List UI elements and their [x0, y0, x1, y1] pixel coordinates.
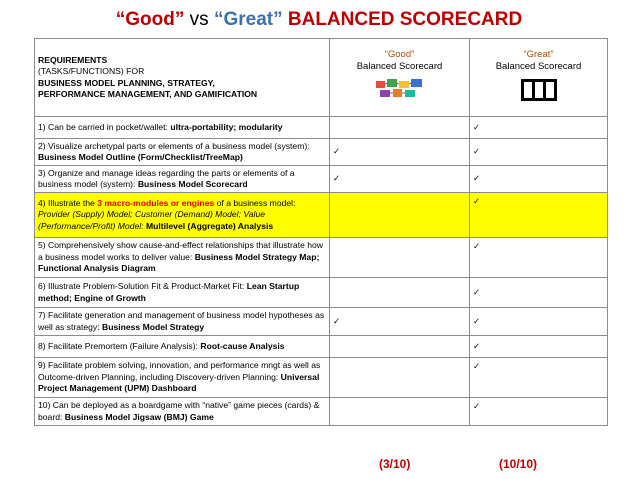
requirement-cell: 8) Facilitate Premortem (Failure Analysis): Root-cause Analysis: [35, 336, 330, 358]
great-header-sub: Balanced Scorecard: [495, 61, 582, 72]
good-check-cell: [330, 398, 470, 426]
good-check-cell: [330, 117, 470, 139]
requirements-header: [35, 39, 330, 117]
great-check-cell: ✓: [470, 139, 608, 166]
good-header-sub: Balanced Scorecard: [356, 61, 443, 72]
great-header-quote: “Great”: [523, 49, 554, 60]
requirement-cell: 7) Facilitate generation and management of business model hypotheses as well as strategy: Business Model Strategy: [35, 308, 330, 336]
requirement-cell: 10) Can be deployed as a boardgame with “native” game pieces (cards) & board: Business Model Jigsaw (BMJ) Game: [35, 398, 330, 426]
scorecard-table: [34, 38, 608, 426]
great-check-cell: ✓: [470, 166, 608, 193]
good-check-cell: [330, 193, 470, 238]
great-score: (10/10): [499, 457, 538, 471]
table-row: [35, 308, 608, 336]
great-check-cell: ✓: [470, 336, 608, 358]
table-row: [35, 358, 608, 398]
page-title: [0, 9, 638, 31]
title-rest: BALANCED SCORECARD: [287, 9, 523, 30]
title-vs: vs: [189, 9, 209, 30]
great-check-cell: ✓: [470, 358, 608, 398]
requirement-cell: 9) Facilitate problem solving, innovation, and performance mngt as well as Outcome-driven Planning, including Discovery-driven Planning: Universal Project Management (UPM) Dashboard: [35, 358, 330, 398]
good-check-cell: [330, 238, 470, 278]
good-check-cell: ✓: [330, 139, 470, 166]
great-check-cell: ✓: [470, 398, 608, 426]
great-check-cell: ✓: [470, 238, 608, 278]
good-score: (3/10): [379, 457, 411, 471]
table-row: [35, 336, 608, 358]
requirement-cell: 6) Illustrate Problem-Solution Fit & Product-Market Fit: Lean Startup method; Engine of Growth: [35, 278, 330, 308]
table-row: [35, 398, 608, 426]
great-column-header: [470, 39, 608, 117]
requirement-cell: 3) Organize and manage ideas regarding the parts or elements of a business model (system): Business Model Scorecard: [35, 166, 330, 193]
three-column-scorecard-icon: [521, 79, 557, 101]
title-great: “Great”: [213, 9, 283, 30]
req-header-line-4: PERFORMANCE MANAGEMENT, AND GAMIFICATION: [38, 89, 258, 99]
req-header-line-3: BUSINESS MODEL PLANNING, STRATEGY,: [38, 77, 215, 88]
table-row: [35, 139, 608, 166]
good-header-quote: “Good”: [384, 49, 415, 60]
requirement-cell: 4) Illustrate the 3 macro-modules or engines of a business model: Provider (Supply) Model; Customer (Demand) Model; Value (Performance/Profit) Model: Multilevel (Aggregate) Analysis: [35, 193, 330, 238]
good-check-cell: [330, 278, 470, 308]
great-check-cell: ✓: [470, 278, 608, 308]
good-check-cell: ✓: [330, 166, 470, 193]
table-row: [35, 117, 608, 139]
req-header-line-2: (TASKS/FUNCTIONS) FOR: [38, 66, 145, 76]
good-check-cell: [330, 336, 470, 358]
table-row-highlighted: [35, 193, 608, 238]
good-check-cell: [330, 358, 470, 398]
req-header-line-1: REQUIREMENTS: [38, 54, 108, 65]
great-check-cell: ✓: [470, 193, 608, 238]
great-check-cell: ✓: [470, 117, 608, 139]
table-row: [35, 238, 608, 278]
title-good: “Good”: [115, 9, 185, 30]
requirement-cell: 5) Comprehensively show cause-and-effect relationships that illustrate how a business model works to deliver value: Business Model Strategy Map; Functional Analysis Diagram: [35, 238, 330, 278]
good-column-header: [330, 39, 470, 117]
requirement-cell: 1) Can be carried in pocket/wallet: ultra-portability; modularity: [35, 117, 330, 139]
requirement-cell: 2) Visualize archetypal parts or elements of a business model (system): Business Model Outline (Form/Checklist/TreeMap): [35, 139, 330, 166]
colorful-scorecard-icon: [374, 77, 426, 99]
header-row: [35, 39, 608, 117]
table-row: [35, 278, 608, 308]
good-check-cell: ✓: [330, 308, 470, 336]
table-row: [35, 166, 608, 193]
great-check-cell: ✓: [470, 308, 608, 336]
